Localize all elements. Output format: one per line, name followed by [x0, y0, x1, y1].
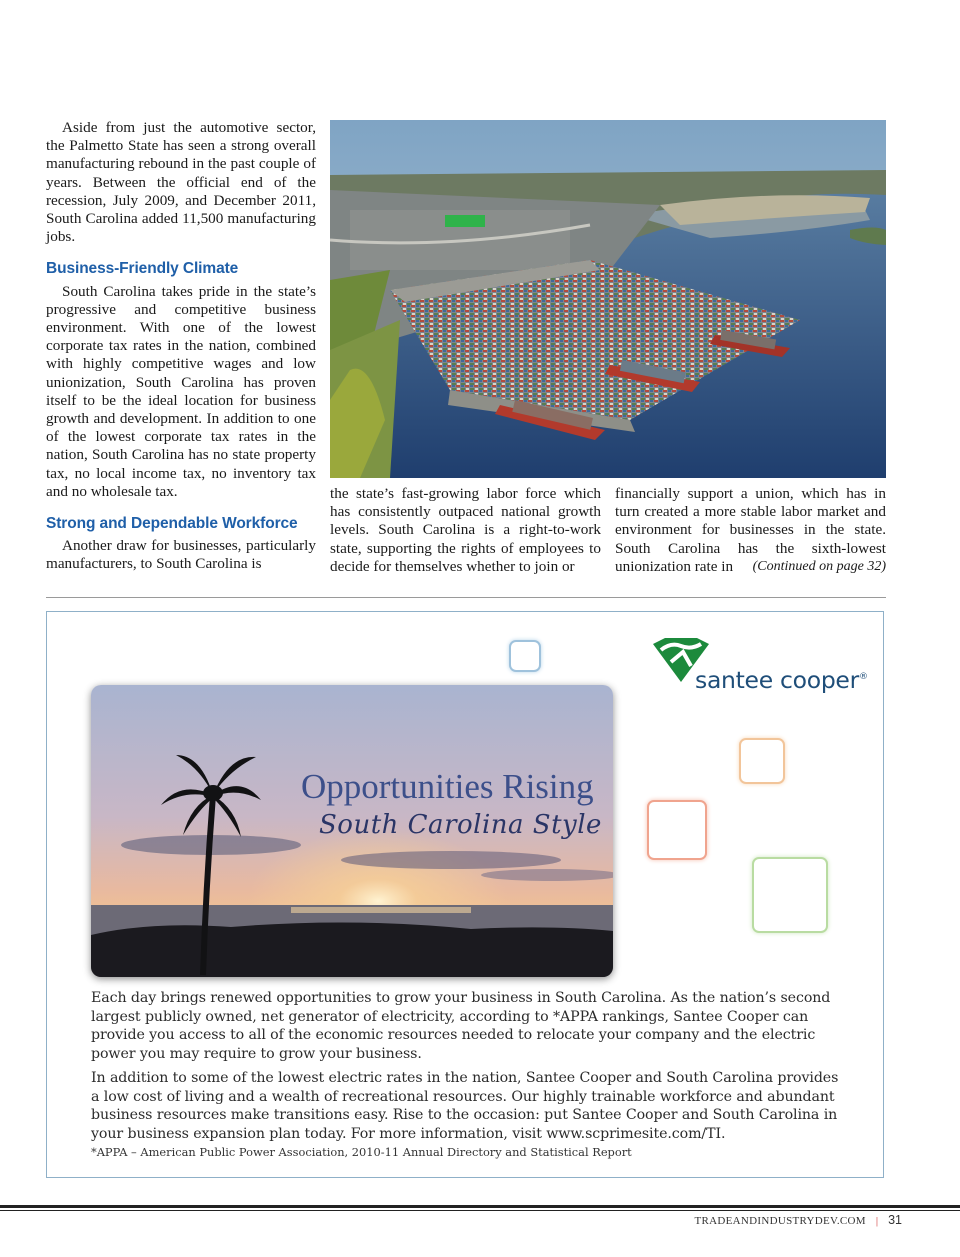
- decorative-square: [509, 640, 541, 672]
- ad-headline: Opportunities Rising: [301, 767, 594, 806]
- ad-footnote: *APPA – American Public Power Association, 2010-11 Annual Directory and Statistical Report: [91, 1145, 632, 1159]
- santee-cooper-advertisement: [46, 611, 884, 1178]
- section-heading: Strong and Dependable Workforce: [46, 515, 298, 533]
- paragraph: [615, 485, 886, 576]
- paragraph: Another draw for businesses, particularly manufacturers, to South Carolina is: [46, 537, 316, 573]
- decorative-square: [647, 800, 707, 860]
- footer-rule: [0, 1205, 960, 1208]
- article-column-3: [615, 485, 886, 576]
- paragraph: Aside from just the automotive sector, the Palmetto State has seen a strong overall manufacturing rebound in the past couple of years. Between the official end of the recession, July 2009, and December 2011, South Carolina added 11,500 manufacturing jobs.: [46, 119, 316, 246]
- decorative-square: [752, 857, 828, 933]
- ad-subheadline: South Carolina Style: [319, 810, 602, 840]
- registered-mark: ®: [858, 672, 868, 683]
- sunset-palm-photo: [91, 685, 613, 977]
- article-column-1: [46, 119, 316, 574]
- ad-paragraph: Each day brings renewed opportunities to grow your business in South Carolina. As the nation’s second largest publicly owned, net generator of electricity, according to *APPA rankings, Santee Cooper can provide you access to all of the economic resources needed to relocate your company and the electric power you may require to grow your business.: [91, 990, 831, 1062]
- brand-name: [695, 666, 868, 694]
- brand-text: santee cooper: [695, 666, 859, 694]
- paragraph-text: financially support a union, which has in turn created a more stable labor market and environment for businesses in the state. South Carolina has the sixth-lowest unionization rate in: [615, 485, 886, 575]
- page-footer: [694, 1213, 902, 1227]
- santee-cooper-logo: [651, 636, 871, 706]
- site-url: TRADEANDINDUSTRYDEV.COM: [694, 1215, 866, 1227]
- paragraph: South Carolina takes pride in the state’s progressive and competitive business environment. With one of the lowest corporate tax rates in the nation, combined with highly competitive wages and low unionization, South Carolina has proven itself to be the ideal location for business growth and development. In addition to one of the lowest corporate tax rates in the nation, South Carolina has no state property tax, no local income tax, no inventory tax and no wholesale tax.: [46, 282, 316, 500]
- continued-note: (Continued on page 32): [752, 558, 886, 574]
- decorative-square: [739, 738, 785, 784]
- port-aerial-photo: [330, 120, 886, 478]
- ad-paragraph: In addition to some of the lowest electric rates in the nation, Santee Cooper and South Carolina provides a low cost of living and a wealth of recreational resources. Our highly trainable workforce and abundant business resources make transitions easy. Rise to the occasion: put Santee Cooper and South Carolina in your business expansion plan today. For more information, visit www.scprimesite.com/TI.: [91, 1070, 839, 1142]
- section-divider: [46, 597, 886, 598]
- footer-separator: |: [875, 1215, 879, 1227]
- section-heading: Business-Friendly Climate: [46, 260, 239, 278]
- paragraph: the state’s fast-growing labor force which has consistently outpaced national growth levels. South Carolina is a right-to-work state, supporting the rights of employees to decide for themselves whether to join or: [330, 485, 601, 575]
- article-column-2: [330, 485, 601, 576]
- page-number: 31: [888, 1213, 902, 1227]
- footer-rule: [0, 1210, 960, 1211]
